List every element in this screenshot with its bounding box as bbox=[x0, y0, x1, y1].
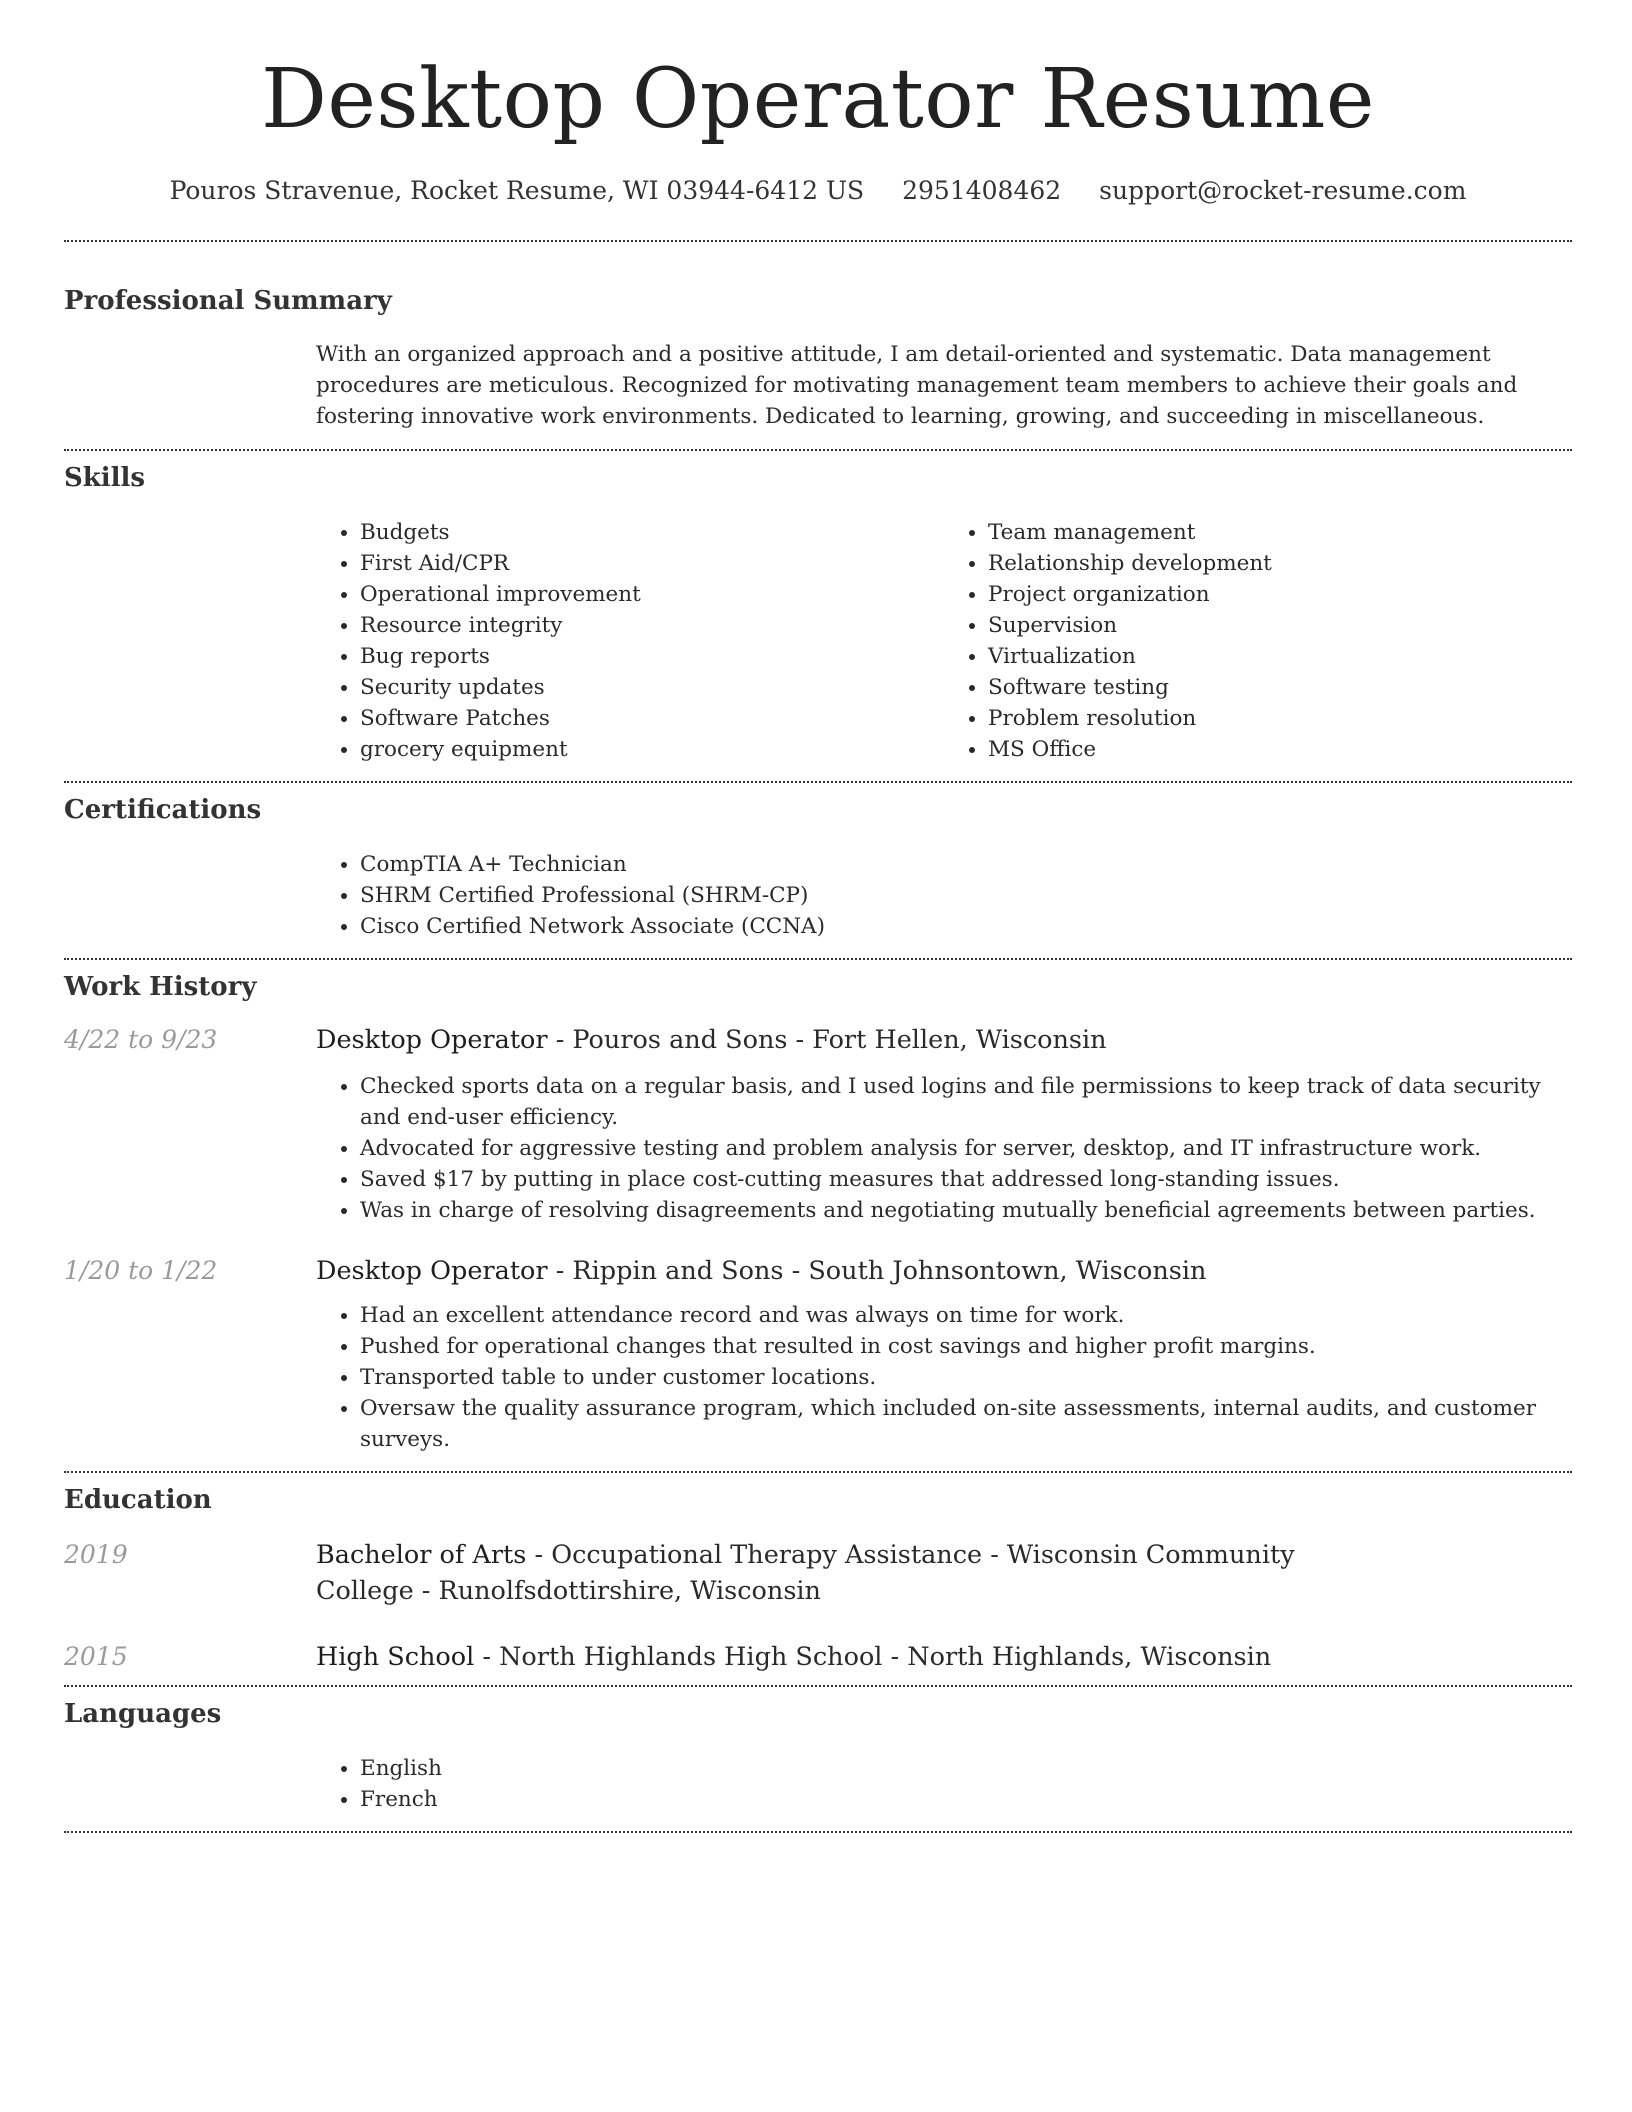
certifications-section bbox=[64, 783, 1572, 958]
job-role: Desktop Operator bbox=[316, 1256, 548, 1286]
skills-right-list bbox=[944, 517, 1572, 765]
education-entry bbox=[64, 1537, 1572, 1609]
job-dates: 4/22 to 9/23 bbox=[64, 1025, 218, 1054]
certification-item: • CompTIA A+ Technician bbox=[360, 849, 1572, 880]
skill-item: • Project organization bbox=[988, 579, 1572, 610]
skill-item: • Team management bbox=[988, 517, 1572, 548]
skill-item: • Software Patches bbox=[360, 703, 944, 734]
contact-address: Pouros Stravenue, Rocket Resume, WI 03944-6412 US bbox=[169, 176, 865, 205]
education-degree: Bachelor of Arts bbox=[316, 1540, 527, 1570]
education-year: 2019 bbox=[64, 1540, 128, 1569]
divider bbox=[64, 1831, 1572, 1833]
skill-item: • Bug reports bbox=[360, 641, 944, 672]
education-title bbox=[316, 1639, 1271, 1675]
language-item: • English bbox=[360, 1753, 1572, 1784]
job-employer: - Pouros and Sons - Fort Hellen, Wisconsin bbox=[547, 1025, 1107, 1055]
education-degree: High School bbox=[316, 1642, 475, 1672]
contact-email[interactable]: support@rocket-resume.com bbox=[1099, 176, 1467, 205]
section-heading: Certifications bbox=[64, 795, 262, 825]
certification-item: • Cisco Certified Network Associate (CCNA) bbox=[360, 911, 1572, 942]
job-bullet: • Advocated for aggressive testing and problem analysis for server, desktop, and IT infrastructure work. bbox=[360, 1133, 1572, 1164]
language-item: • French bbox=[360, 1784, 1572, 1815]
contact-phone: 2951408462 bbox=[902, 176, 1062, 205]
job-role: Desktop Operator bbox=[316, 1025, 548, 1055]
section-heading: Professional Summary bbox=[64, 286, 392, 316]
section-heading: Languages bbox=[64, 1699, 222, 1729]
skill-item: • Security updates bbox=[360, 672, 944, 703]
skills-section bbox=[64, 451, 1572, 781]
job-title bbox=[316, 1253, 1206, 1289]
languages-section bbox=[64, 1687, 1572, 1831]
summary-section bbox=[64, 242, 1572, 449]
certifications-list bbox=[316, 849, 1572, 942]
section-heading: Work History bbox=[64, 972, 257, 1002]
education-school: - North Highlands High School - North Highlands, Wisconsin bbox=[474, 1642, 1272, 1672]
job-entry bbox=[64, 1022, 1572, 1226]
job-bullet: • Pushed for operational changes that resulted in cost savings and higher profit margins. bbox=[360, 1331, 1572, 1362]
job-bullet: • Saved $17 by putting in place cost-cutting measures that addressed long-standing issues. bbox=[360, 1164, 1572, 1195]
section-heading: Education bbox=[64, 1485, 212, 1515]
summary-text: With an organized approach and a positive attitude, I am detail-oriented and systematic. Data management procedures are meticulous. Recognized for motivating management team members to achieve their goals and fostering innovative work environments. Dedicated to learning, growing, and succeeding in miscellaneous. bbox=[316, 342, 1518, 429]
education-school: - Occupational Therapy Assistance - Wisconsin Community College - Runolfsdottirshire, Wisconsin bbox=[316, 1540, 1295, 1606]
resume-page bbox=[64, 0, 1572, 1833]
skill-item: • MS Office bbox=[988, 734, 1572, 765]
job-employer: - Rippin and Sons - South Johnsontown, Wisconsin bbox=[547, 1256, 1207, 1286]
job-entry bbox=[64, 1253, 1572, 1471]
skills-left-list bbox=[316, 517, 944, 765]
skill-item: • Supervision bbox=[988, 610, 1572, 641]
job-title bbox=[316, 1022, 1107, 1058]
skill-item: • Relationship development bbox=[988, 548, 1572, 579]
skill-item: • Budgets bbox=[360, 517, 944, 548]
skill-item: • Software testing bbox=[988, 672, 1572, 703]
section-heading: Skills bbox=[64, 463, 146, 493]
job-bullet: • Was in charge of resolving disagreements and negotiating mutually beneficial agreements between parties. bbox=[360, 1195, 1572, 1226]
education-year: 2015 bbox=[64, 1642, 128, 1671]
skill-item: • grocery equipment bbox=[360, 734, 944, 765]
skill-item: • Virtualization bbox=[988, 641, 1572, 672]
contact-line bbox=[64, 174, 1572, 208]
education-entry bbox=[64, 1639, 1572, 1685]
job-bullet: • Transported table to under customer locations. bbox=[360, 1362, 1572, 1393]
job-bullets bbox=[316, 1300, 1572, 1455]
education-section bbox=[64, 1473, 1572, 1685]
job-bullet: • Oversaw the quality assurance program, which included on-site assessments, internal audits, and customer surveys. bbox=[360, 1393, 1572, 1455]
skill-item: • Operational improvement bbox=[360, 579, 944, 610]
languages-list bbox=[316, 1753, 1572, 1815]
skill-item: • Problem resolution bbox=[988, 703, 1572, 734]
certification-item: • SHRM Certified Professional (SHRM-CP) bbox=[360, 880, 1572, 911]
work-history-section bbox=[64, 960, 1572, 1471]
education-title bbox=[316, 1537, 1326, 1609]
job-dates: 1/20 to 1/22 bbox=[64, 1256, 218, 1285]
resume-title: Desktop Operator Resume bbox=[261, 52, 1375, 147]
job-bullet: • Checked sports data on a regular basis, and I used logins and file permissions to keep track of data security and end-user efficiency. bbox=[360, 1071, 1572, 1133]
job-bullet: • Had an excellent attendance record and was always on time for work. bbox=[360, 1300, 1572, 1331]
job-bullets bbox=[316, 1071, 1572, 1226]
skill-item: • Resource integrity bbox=[360, 610, 944, 641]
skill-item: • First Aid/CPR bbox=[360, 548, 944, 579]
